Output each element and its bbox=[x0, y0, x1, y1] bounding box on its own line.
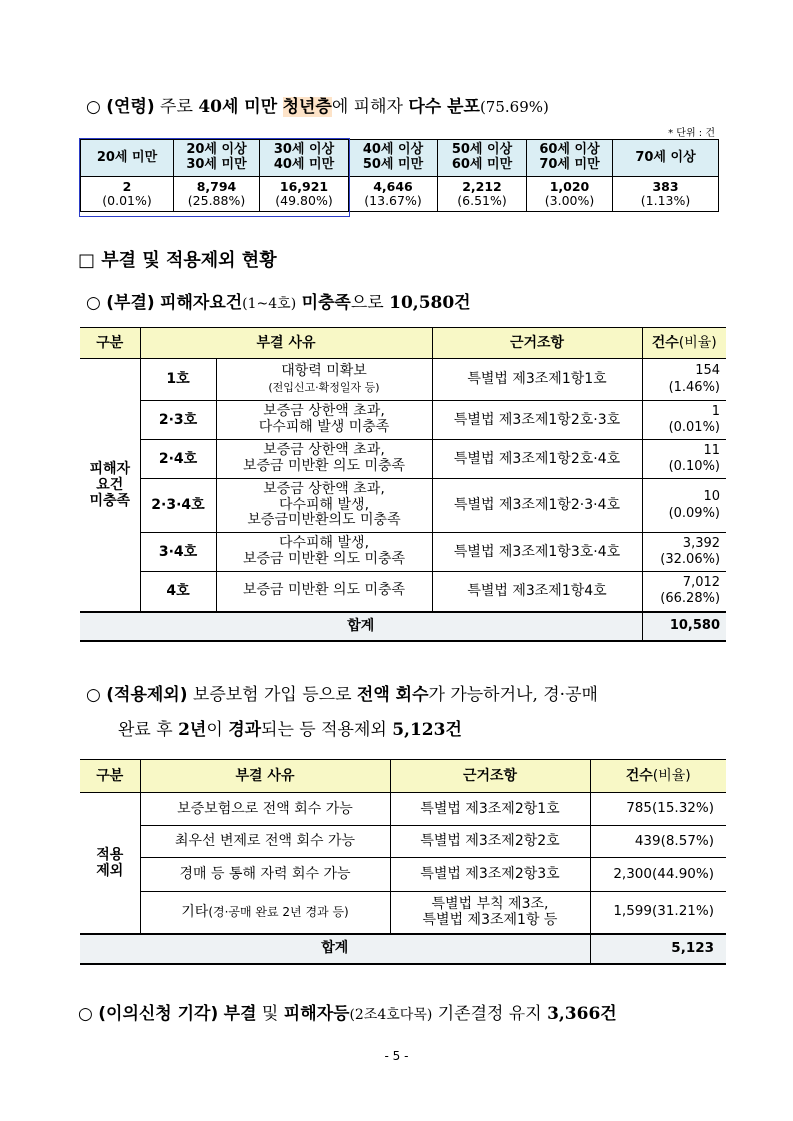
bold-text: 다수 분포 bbox=[408, 97, 480, 117]
table-row bbox=[80, 533, 726, 572]
age-count-row bbox=[81, 177, 719, 195]
bold-text: 10,580건 bbox=[389, 293, 471, 313]
text: (2조4호다목) bbox=[349, 1007, 433, 1023]
text: 되는 등 적용제외 bbox=[261, 720, 387, 740]
bold-text: 40세 미만 bbox=[198, 97, 278, 117]
header-count-text: 건수 bbox=[651, 334, 679, 351]
exclude-summary-line-2 bbox=[118, 715, 462, 740]
row-basis: 특별법 제3조제1항4호 bbox=[432, 572, 642, 612]
row-count bbox=[642, 479, 726, 533]
header-reason: 부결 사유 bbox=[140, 760, 390, 793]
row-count: 1,599(31.21%) bbox=[590, 892, 726, 934]
total-row bbox=[80, 934, 726, 964]
category-text: 미충족 bbox=[89, 492, 131, 509]
bullet: ○ bbox=[86, 293, 101, 313]
reject-tag: (부결) bbox=[106, 293, 155, 313]
text: (75.69%) bbox=[479, 98, 549, 116]
total-value: 10,580 bbox=[642, 612, 726, 641]
bold-text: 3,366건 bbox=[547, 1004, 617, 1024]
text: (1~4호) bbox=[242, 296, 297, 312]
total-row bbox=[80, 612, 726, 641]
header-reason: 부결 사유 bbox=[140, 328, 432, 359]
bold-text: 전액 회수 bbox=[356, 685, 429, 705]
reason-text: 다수피해 발생, bbox=[278, 535, 370, 552]
reject-summary-line bbox=[86, 288, 471, 313]
row-reason bbox=[216, 533, 432, 572]
count-text: 10 bbox=[703, 489, 721, 505]
age-count: 2 bbox=[81, 177, 174, 195]
category-text: 요건 bbox=[96, 476, 124, 493]
reason-text: 다수피해 발생, bbox=[278, 496, 370, 513]
section-title bbox=[78, 246, 277, 272]
age-distribution-table bbox=[80, 139, 719, 212]
row-reason bbox=[216, 572, 432, 612]
age-header-cell bbox=[349, 140, 438, 177]
row-reason bbox=[216, 440, 432, 479]
reason-sub-text: (경·공매 완료 2년 경과 등) bbox=[208, 905, 349, 920]
table-header-row bbox=[80, 328, 726, 359]
row-count bbox=[642, 533, 726, 572]
header-category: 구분 bbox=[80, 328, 140, 359]
category-text: 적용 bbox=[96, 846, 124, 863]
unit-note: * 단위 : 건 bbox=[668, 128, 715, 139]
row-basis bbox=[390, 892, 590, 934]
age-count: 383 bbox=[613, 177, 719, 195]
exclusion-table bbox=[80, 759, 726, 965]
age-ratio: (6.51%) bbox=[438, 194, 527, 211]
row-reason: 최우선 변제로 전액 회수 가능 bbox=[140, 826, 390, 858]
age-ratio: (49.80%) bbox=[260, 194, 349, 211]
table-row bbox=[80, 359, 726, 401]
row-basis: 특별법 제3조제1항2·3·4호 bbox=[432, 479, 642, 533]
header-count-suffix: (비율) bbox=[652, 767, 691, 784]
age-ratio: (3.00%) bbox=[527, 194, 613, 211]
reason-text: 보증금 미반환 의도 미충족 bbox=[242, 551, 406, 567]
table-header-row bbox=[80, 760, 726, 793]
ratio-text: (32.06%) bbox=[660, 552, 721, 567]
age-count: 2,212 bbox=[438, 177, 527, 195]
reason-text: 대항력 미확보 bbox=[281, 362, 367, 379]
ratio-text: (0.01%) bbox=[668, 420, 721, 435]
header-text: 60세 이상 bbox=[539, 142, 600, 158]
text: 완료 후 bbox=[118, 720, 173, 740]
header-text: 40세 이상 bbox=[362, 142, 424, 158]
reason-text: 보증금 미반환 의도 미충족 bbox=[242, 582, 406, 599]
age-header-cell bbox=[174, 140, 260, 177]
rejection-table bbox=[80, 327, 726, 642]
bold-text: 피해자요건 bbox=[160, 293, 243, 313]
count-text: 3,392 bbox=[682, 535, 721, 551]
page-number: - 5 - bbox=[384, 1049, 409, 1063]
bold-text: 피해자등 bbox=[283, 1004, 350, 1024]
age-header-cell bbox=[260, 140, 349, 177]
row-count: 439(8.57%) bbox=[590, 826, 726, 858]
row-basis: 특별법 제3조제1항2호·4호 bbox=[432, 440, 642, 479]
category-text: 제외 bbox=[96, 862, 124, 879]
table-row bbox=[80, 892, 726, 934]
header-text: 60세 미만 bbox=[451, 157, 513, 172]
basis-text: 특별법 부칙 제3조, bbox=[431, 896, 549, 913]
row-basis: 특별법 제3조제1항2호·3호 bbox=[432, 401, 642, 440]
bold-text: 5,123건 bbox=[392, 720, 462, 740]
ratio-text: (0.10%) bbox=[668, 459, 721, 474]
row-code: 4호 bbox=[140, 572, 216, 612]
header-basis: 근거조항 bbox=[390, 760, 590, 793]
reason-text: 보증금미반환의도 미충족 bbox=[247, 512, 401, 529]
age-count: 4,646 bbox=[349, 177, 438, 195]
row-count bbox=[642, 359, 726, 401]
header-category: 구분 bbox=[80, 760, 140, 793]
table-row bbox=[80, 401, 726, 440]
row-reason: 경매 등 통해 자력 회수 가능 bbox=[140, 858, 390, 892]
table-row bbox=[80, 858, 726, 892]
basis-text: 특별법 제3조제1항 등 bbox=[422, 912, 558, 929]
age-ratio: (0.01%) bbox=[81, 194, 174, 211]
header-text: 20세 이상 bbox=[186, 142, 247, 158]
row-code: 2·3호 bbox=[140, 401, 216, 440]
reason-text: 보증금 상한액 초과, bbox=[263, 480, 385, 497]
row-basis: 특별법 제3조제2항3호 bbox=[390, 858, 590, 892]
row-basis: 특별법 제3조제1항1호 bbox=[432, 359, 642, 401]
age-ratio: (13.67%) bbox=[349, 194, 438, 211]
text: 및 bbox=[261, 1004, 279, 1024]
age-header-row bbox=[81, 140, 719, 177]
row-basis: 특별법 제3조제2항1호 bbox=[390, 793, 590, 826]
row-code: 2·4호 bbox=[140, 440, 216, 479]
row-code: 2·3·4호 bbox=[140, 479, 216, 533]
table-row bbox=[80, 793, 726, 826]
row-basis: 특별법 제3조제2항2호 bbox=[390, 826, 590, 858]
header-count-text: 건수 bbox=[625, 767, 653, 784]
count-text: 154 bbox=[695, 363, 721, 379]
text: 이 bbox=[206, 720, 223, 740]
header-count bbox=[642, 328, 726, 359]
bold-text: 미충족 bbox=[301, 293, 351, 313]
text: 보증보험 가입 등으로 bbox=[192, 685, 352, 705]
text: 주로 bbox=[160, 97, 193, 117]
checkbox-icon: □ bbox=[78, 250, 96, 271]
row-count bbox=[642, 572, 726, 612]
row-count: 2,300(44.90%) bbox=[590, 858, 726, 892]
row-code: 1호 bbox=[140, 359, 216, 401]
header-count bbox=[590, 760, 726, 793]
count-text: 1 bbox=[711, 403, 721, 419]
reason-text: 보증금 미반환 의도 미충족 bbox=[242, 458, 406, 474]
bullet: ○ bbox=[86, 97, 101, 117]
count-text: 11 bbox=[703, 442, 721, 458]
row-reason bbox=[216, 359, 432, 401]
bullet: ○ bbox=[78, 1004, 93, 1024]
header-text: 20세 미만 bbox=[96, 149, 158, 165]
age-summary-line bbox=[86, 92, 549, 117]
age-header-cell bbox=[438, 140, 527, 177]
total-label: 합계 bbox=[80, 612, 642, 641]
header-text: 30세 미만 bbox=[186, 157, 247, 172]
bold-text: 2년 bbox=[178, 720, 207, 740]
header-text: 50세 이상 bbox=[451, 142, 513, 158]
header-text: 50세 미만 bbox=[362, 157, 424, 172]
row-reason bbox=[216, 401, 432, 440]
text: 에 피해자 bbox=[331, 97, 403, 117]
ratio-text: (0.09%) bbox=[668, 505, 721, 521]
header-text: 30세 이상 bbox=[273, 142, 335, 158]
text: 기존결정 유지 bbox=[437, 1004, 542, 1024]
ratio-text: (1.46%) bbox=[668, 379, 721, 395]
total-value: 5,123 bbox=[590, 934, 726, 964]
age-count: 8,794 bbox=[174, 177, 260, 195]
section-title-text: 부결 및 적용제외 현황 bbox=[101, 250, 277, 271]
table-row bbox=[80, 440, 726, 479]
header-text: 70세 이상 bbox=[635, 149, 696, 165]
table-row bbox=[80, 479, 726, 533]
count-text: 7,012 bbox=[682, 575, 721, 590]
age-ratio-row bbox=[81, 194, 719, 211]
bold-text: 경과 bbox=[228, 720, 262, 740]
reason-text: 보증금 상한액 초과, bbox=[263, 442, 385, 459]
ratio-text: (66.28%) bbox=[660, 591, 721, 607]
row-reason bbox=[216, 479, 432, 533]
age-ratio: (1.13%) bbox=[613, 194, 719, 211]
category-cell bbox=[80, 359, 140, 612]
header-text: 40세 미만 bbox=[273, 157, 335, 172]
reason-text: 기타 bbox=[181, 904, 209, 921]
row-basis: 특별법 제3조제1항3호·4호 bbox=[432, 533, 642, 572]
reason-text: 보증금 상한액 초과, bbox=[263, 403, 385, 420]
reason-sub-text: (전입신고·확정일자 등) bbox=[268, 380, 380, 394]
objection-tag: (이의신청 기각) bbox=[98, 1004, 219, 1024]
row-count: 785(15.32%) bbox=[590, 793, 726, 826]
total-label: 합계 bbox=[80, 934, 590, 964]
reason-text: 다수피해 발생 미충족 bbox=[258, 419, 390, 435]
age-count: 16,921 bbox=[260, 177, 349, 195]
objection-summary-line bbox=[78, 999, 617, 1024]
exclude-tag: (적용제외) bbox=[106, 685, 188, 705]
row-reason bbox=[140, 892, 390, 934]
age-header-cell bbox=[613, 140, 719, 177]
bold-text: 부결 bbox=[223, 1004, 257, 1024]
header-basis: 근거조항 bbox=[432, 328, 642, 359]
row-reason: 보증보험으로 전액 회수 가능 bbox=[140, 793, 390, 826]
category-cell bbox=[80, 793, 140, 934]
text: 으로 bbox=[350, 293, 384, 313]
table-row bbox=[80, 572, 726, 612]
header-count-suffix: (비율) bbox=[678, 334, 717, 351]
header-text: 70세 미만 bbox=[539, 157, 600, 172]
row-count bbox=[642, 401, 726, 440]
age-header-cell bbox=[527, 140, 613, 177]
row-count bbox=[642, 440, 726, 479]
age-count: 1,020 bbox=[527, 177, 613, 195]
exclude-summary-line bbox=[86, 680, 598, 705]
category-text: 피해자 bbox=[89, 460, 131, 477]
age-tag: (연령) bbox=[106, 97, 155, 117]
age-header-cell bbox=[81, 140, 174, 177]
highlight-text: 청년층 bbox=[282, 97, 332, 117]
text: 가 가능하거나, 경·공매 bbox=[428, 685, 598, 705]
bullet: ○ bbox=[86, 685, 101, 705]
table-row bbox=[80, 826, 726, 858]
row-code: 3·4호 bbox=[140, 533, 216, 572]
age-ratio: (25.88%) bbox=[174, 194, 260, 211]
